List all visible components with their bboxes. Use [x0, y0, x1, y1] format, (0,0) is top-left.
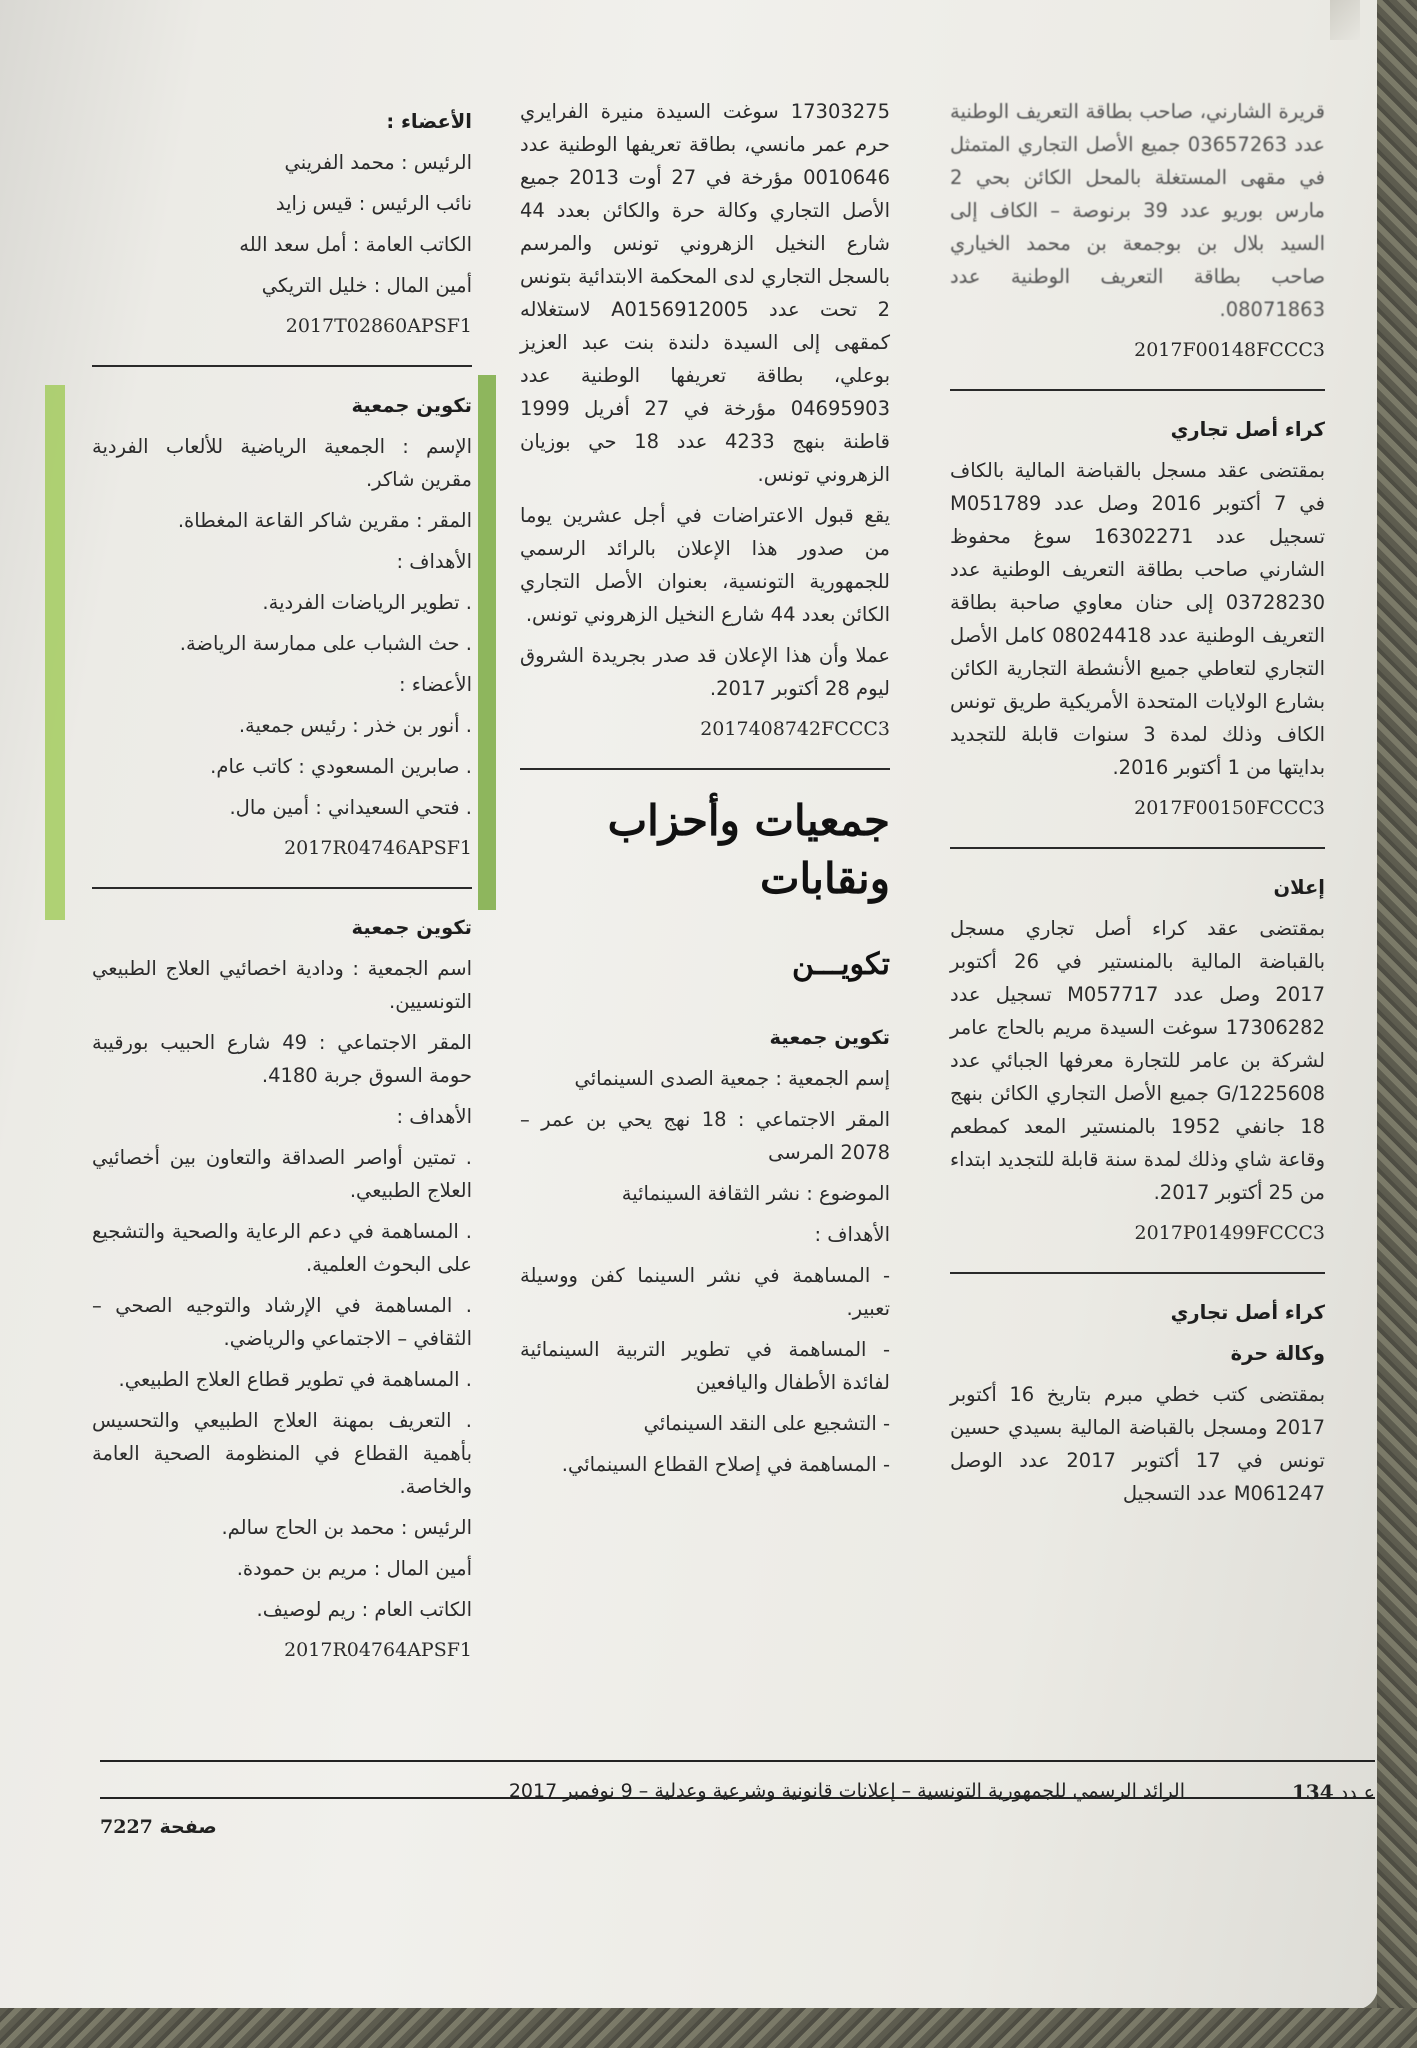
page-crease: [1330, 0, 1360, 40]
notice-reference: 2017R04746APSF1: [284, 837, 472, 859]
divider: [92, 365, 472, 367]
notice-reference: 2017P01499FCCC3: [1134, 1222, 1325, 1244]
assoc-line: أمين المال : مريم بن حمودة.: [236, 1557, 472, 1580]
notice-text: بمقتضى عقد مسجل بالقباضة المالية بالكاف في 7 أكتوبر 2016 وصل عدد M051789 تسجيل عدد 16302271 سوغ محفوظ الشارني صاحب بطاقة التعريف الوطنية عدد 03728230 إلى حنان معاوي صاحبة بطاقة التعريف الوطنية عدد 08024418 كامل الأصل التجاري لتعاطي جميع الأنشطة التجارية الكائن بشارع الولايات المتحدة الأمريكية طريق تونس الكاف وذلك لمدة 3 سنوات قابلة للتجديد بدايتها من 1 أكتوبر 2016.: [950, 459, 1326, 779]
notice-heading: كراء أصل تجاري: [1170, 418, 1325, 441]
background-fabric: [1377, 0, 1417, 2048]
highlighter-mark-left: [45, 385, 65, 920]
divider: [950, 389, 1325, 391]
notice-heading: إعلان: [1273, 876, 1325, 899]
notice-text: 17303275 سوغت السيدة منيرة الفرايري حرم عمر مانسي، بطاقة تعريفها الوطنية عدد 0010646 مؤرخة في 27 أوت 2013 جميع الأصل التجاري وكالة حرة والكائن بعدد 44 شارع النخيل الزهروني تونس والمرسم بالسجل التجاري لدى المحكمة الابتدائية بتونس 2 تحت عدد A0156912005 لاستغلاله كمقهى إلى السيدة دلندة بنت عبد العزيز بوعلي، بطاقة تعريفها الوطنية عدد 04695903 مؤرخة في 27 أفريل 1999 قاطنة بنهج 4233 عدد 18 حي بوزيان الزهروني تونس.: [520, 100, 890, 486]
member-line: الرئيس : محمد الفريني: [284, 151, 472, 174]
assoc-goal: . المساهمة في دعم الرعاية والصحية والتشجيع على البحوث العلمية.: [92, 1220, 472, 1276]
notice-heading: تكوين جمعية: [351, 394, 472, 417]
assoc-goal: - المساهمة في تطوير التربية السينمائية لفائدة الأطفال واليافعين: [520, 1338, 890, 1394]
notice-reference: 2017408742FCCC3: [700, 718, 890, 740]
assoc-line: الأهداف :: [396, 550, 472, 573]
notice-text: بمقتضى عقد كراء أصل تجاري مسجل بالقباضة المالية بالمنستير في 26 أكتوبر 2017 وصل عدد M057717 تسجيل عدد 17306282 سوغت السيدة مريم بالحاج عامر لشركة بن عامر للتجارة معرفها الجبائي عدد 1225608/G جميع الأصل التجاري الكائن بنهج 18 جانفي 1952 بالمنستير المعد كمطعم وقاعة شاي وذلك لمدة سنة قابلة للتجديد ابتداء من 25 أكتوبر 2017.: [950, 917, 1326, 1204]
divider: [950, 847, 1325, 849]
assoc-line: المقر الاجتماعي : 18 نهج يحي بن عمر – 2078 المرسى: [520, 1108, 890, 1164]
assoc-line: الأهداف :: [396, 1105, 472, 1128]
page-footer: [100, 1780, 1375, 1840]
assoc-goal: . المساهمة في الإرشاد والتوجيه الصحي – الثقافي – الاجتماعي والرياضي.: [92, 1294, 472, 1350]
assoc-line: الموضوع : نشر الثقافة السينمائية: [621, 1182, 890, 1205]
assoc-line: إسم الجمعية : جمعية الصدى السينمائي: [574, 1067, 890, 1090]
column-right: [950, 95, 1325, 1518]
assoc-line: الكاتب العام : ريم لوصيف.: [256, 1598, 472, 1621]
page-label: صفحة: [159, 1816, 217, 1838]
issue-label: عـدد: [1339, 1782, 1375, 1804]
assoc-line: . حث الشباب على ممارسة الرياضة.: [179, 632, 472, 655]
section-title-line: جمعيات وأحزاب: [607, 796, 890, 845]
assoc-goal: . تمتين أواصر الصداقة والتعاون بين أخصائيي العلاج الطبيعي.: [92, 1146, 472, 1202]
notice-reference: 2017F00150FCCC3: [1134, 797, 1325, 819]
assoc-line: . فتحي السعيداني : أمين مال.: [229, 796, 472, 819]
member-line: الكاتب العامة : أمل سعد الله: [239, 233, 472, 256]
column-middle: [520, 95, 890, 1489]
notice-text: بمقتضى كتب خطي مبرم بتاريخ 16 أكتوبر 2017 ومسجل بالقباضة المالية بسيدي حسين تونس في 17 أكتوبر 2017 عدد الوصل M061247 عدد التسجيل: [950, 1383, 1325, 1505]
divider: [520, 768, 890, 770]
highlighter-mark-right: [478, 375, 496, 910]
footer-rule-top: [100, 1760, 1375, 1762]
divider: [92, 887, 472, 889]
member-line: أمين المال : خليل التريكي: [261, 274, 472, 297]
assoc-goal: - التشجيع على النقد السينمائي: [643, 1412, 890, 1435]
section-title-line: ونقابات: [759, 854, 890, 903]
assoc-line: . صابرين المسعودي : كاتب عام.: [210, 755, 472, 778]
notice-heading: تكوين جمعية: [351, 916, 472, 939]
assoc-line: . تطوير الرياضات الفردية.: [262, 591, 472, 614]
assoc-goal: - المساهمة في إصلاح القطاع السينمائي.: [561, 1453, 890, 1476]
page-value: 7227: [100, 1816, 153, 1838]
assoc-line: الرئيس : محمد بن الحاج سالم.: [221, 1516, 472, 1539]
notice-text: قريرة الشارني، صاحب بطاقة التعريف الوطنية عدد 03657263 جميع الأصل التجاري المتمثل في مقهى المستغلة بالمحل الكائن بحي 2 مارس بوريو عدد 39 برنوصة – الكاف إلى السيد بلال بن بوجمعة بن محمد الخياري صاحب بطاقة التعريف الوطنية عدد 08071863.: [950, 100, 1325, 321]
assoc-line: المقر الاجتماعي : 49 شارع الحبيب بورقيبة حومة السوق جربة 4180.: [92, 1031, 472, 1087]
section-title: [520, 792, 890, 908]
page-number: [100, 1816, 217, 1838]
section-subtitle: تكويـــن: [792, 947, 890, 982]
notice-reference: 2017T02860APSF1: [285, 315, 472, 337]
notice-text: يقع قبول الاعتراضات في أجل عشرين يوما من صدور هذا الإعلان بالرائد الرسمي للجمهورية التونسية، بعنوان الأصل التجاري الكائن بعدد 44 شارع النخيل الزهروني تونس.: [520, 504, 890, 626]
issue-number: [1292, 1780, 1375, 1804]
assoc-goal: . المساهمة في تطوير قطاع العلاج الطبيعي.: [118, 1368, 472, 1391]
assoc-goal: . التعريف بمهنة العلاج الطبيعي والتحسيس بأهمية القطاع في المنظومة الصحية العامة والخاصة.: [92, 1409, 472, 1498]
assoc-line: اسم الجمعية : ودادية اخصائيي العلاج الطبيعي التونسيين.: [92, 957, 472, 1013]
assoc-goal: - المساهمة في نشر السينما كفن ووسيلة تعبير.: [520, 1264, 890, 1320]
assoc-line: الإسم : الجمعية الرياضية للألعاب الفردية مقرين شاكر.: [92, 435, 472, 491]
notice-heading: كراء أصل تجاري: [1170, 1301, 1325, 1324]
assoc-line: . أنور بن خذر : رئيس جمعية.: [238, 714, 472, 737]
publication-title: الرائد الرسمي للجمهورية التونسية – إعلانات قانونية وشرعية وعدلية – 9 نوفمبر 2017: [508, 1780, 1185, 1802]
assoc-line: الأعضاء :: [399, 673, 472, 696]
notice-subheading: وكالة حرة: [1230, 1342, 1325, 1365]
member-line: نائب الرئيس : قيس زايد: [275, 192, 472, 215]
notice-heading: تكوين جمعية: [769, 1026, 890, 1049]
background-fabric: [0, 2008, 1417, 2048]
assoc-line: الأهداف :: [814, 1223, 890, 1246]
notice-reference: 2017F00148FCCC3: [1134, 339, 1325, 361]
divider: [950, 1272, 1325, 1274]
notice-reference: 2017R04764APSF1: [284, 1639, 472, 1661]
members-heading: الأعضاء :: [386, 110, 472, 133]
notice-text: عملا وأن هذا الإعلان قد صدر بجريدة الشروق ليوم 28 أكتوبر 2017.: [520, 644, 890, 700]
column-left: [92, 105, 472, 1675]
issue-value: 134: [1291, 1780, 1334, 1804]
assoc-line: المقر : مقرين شاكر القاعة المغطاة.: [177, 509, 472, 532]
